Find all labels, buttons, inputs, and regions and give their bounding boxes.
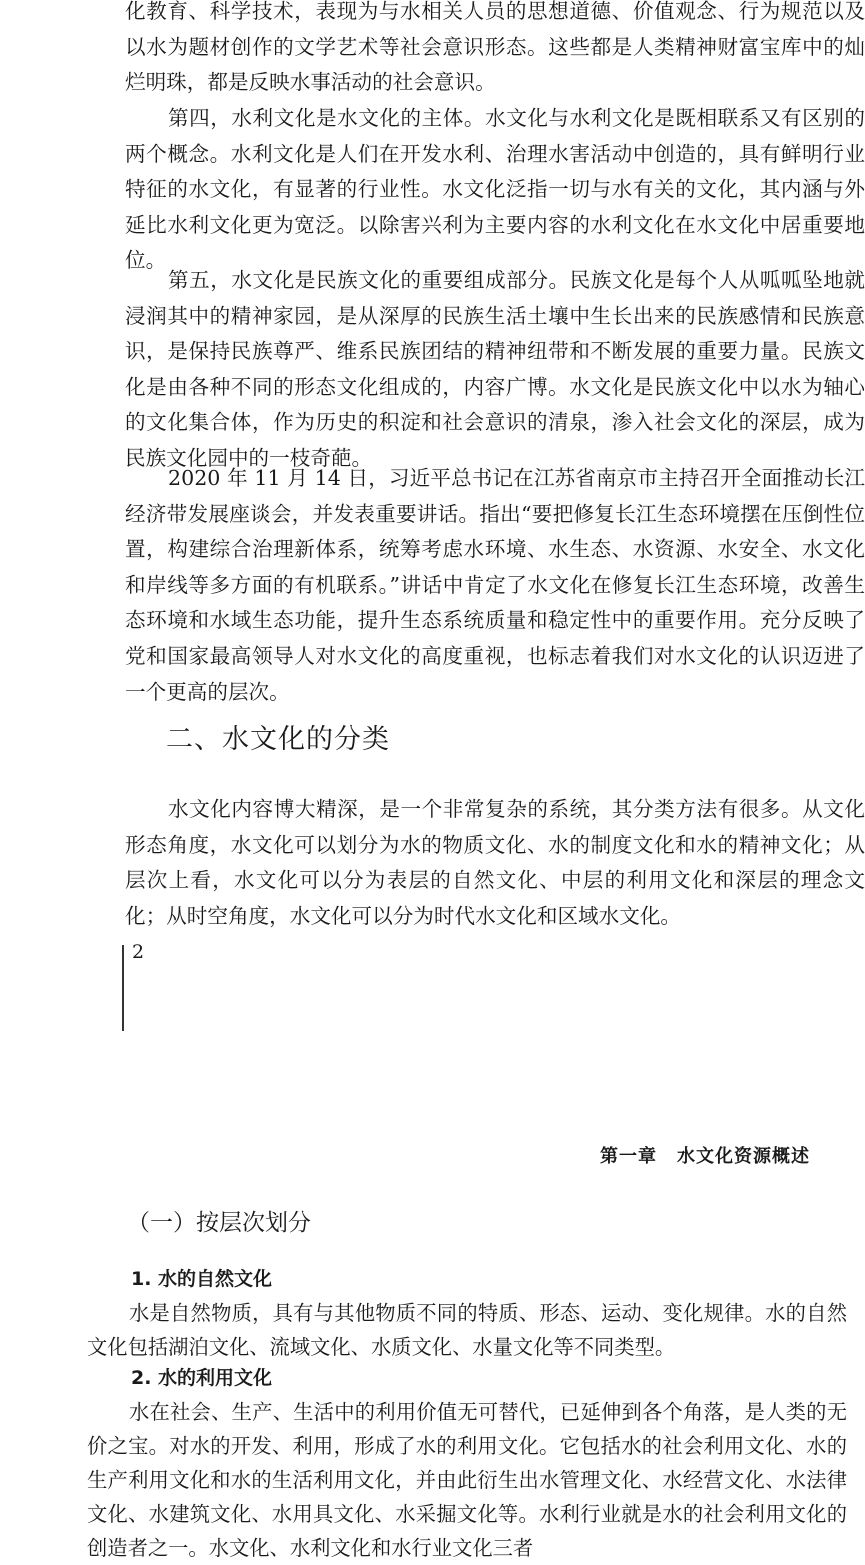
item-paragraph-utilization-culture: 水在社会、生产、生活中的利用价值无可替代，已延伸到各个角落，是人类的无价之宝。对水的开发、利用，形成了水的利用文化。它包括水的社会利用文化、水的生产利用文化和水的生活利用文化，并由此衍生出水管理文化、水经营文化、水法律文化、水建筑文化、水用具文化、水采掘文化等。水利行业就是水的社会利用文化的创造者之一。水文化、水利文化和水行业文化三者 — [87, 1400, 847, 1560]
folio-rule — [122, 945, 124, 1031]
item-heading-natural-culture: 1. 水的自然文化 — [131, 1268, 273, 1290]
running-head-chapter: 第一章 — [600, 1146, 657, 1167]
running-head-title: 水文化资源概述 — [677, 1146, 810, 1167]
body-paragraph-fourth-point: 第四，水利文化是水文化的主体。水文化与水利文化是既相联系又有区别的两个概念。水利文化是人们在开发水利、治理水害活动中创造的，具有鲜明行业特征的水文化，有显著的行业性。水文化泛指一切与水有关的文化，其内涵与外延比水利文化更为宽泛。以除害兴利为主要内容的水利文化在水文化中居重要地位。 — [125, 106, 865, 273]
body-paragraph-classification: 水文化内容博大精深，是一个非常复杂的系统，其分类方法有很多。从文化形态角度，水文化可以划分为水的物质文化、水的制度文化和水的精神文化；从层次上看，水文化可以分为表层的自然文化、中层的利用文化和深层的理念文化；从时空角度，水文化可以分为时代水文化和区域水文化。 — [125, 797, 865, 928]
item-heading-utilization-culture: 2. 水的利用文化 — [131, 1367, 273, 1389]
body-paragraph-continued: 化教育、科学技术，表现为与水相关人员的思想道德、价值观念、行为规范以及以水为题材创作的文学艺术等社会意识形态。这些都是人类精神财富宝库中的灿烂明珠，都是反映水事活动的社会意识。 — [125, 0, 865, 95]
item-paragraph-natural-culture: 水是自然物质，具有与其他物质不同的特质、形态、运动、变化规律。水的自然文化包括湖泊文化、流域文化、水质文化、水量文化等不同类型。 — [87, 1301, 847, 1359]
running-head — [600, 1142, 810, 1168]
subsection-heading: （一）按层次划分 — [127, 1210, 311, 1236]
body-paragraph-speech: 2020 年 11 月 14 日，习近平总书记在江苏省南京市主持召开全面推动长江经济带发展座谈会，并发表重要讲话。指出“要把修复长江生态环境摆在压倒性位置，构建综合治理新体系，统筹考虑水环境、水生态、水资源、水安全、水文化和岸线等多方面的有机联系。”讲话中肯定了水文化在修复长江生态环境，改善生态环境和水域生态功能，提升生态系统质量和稳定性中的重要作用。充分反映了党和国家最高领导人对水文化的高度重视，也标志着我们对水文化的认识迈进了一个更高的层次。 — [125, 466, 865, 704]
page-number: 2 — [132, 941, 145, 963]
book-page-lower — [0, 1040, 847, 1560]
body-paragraph-fifth-point: 第五，水文化是民族文化的重要组成部分。民族文化是每个人从呱呱坠地就浸润其中的精神家园，是从深厚的民族生活土壤中生长出来的民族感情和民族意识，是保持民族尊严、维系民族团结的精神纽带和不断发展的重要力量。民族文化是由各种不同的形态文化组成的，内容广博。水文化是民族文化中以水为轴心的文化集合体，作为历史的积淀和社会意识的清泉，渗入社会文化的深层，成为民族文化园中的一枝奇葩。 — [125, 268, 865, 470]
section-heading: 二、水文化的分类 — [166, 724, 390, 755]
